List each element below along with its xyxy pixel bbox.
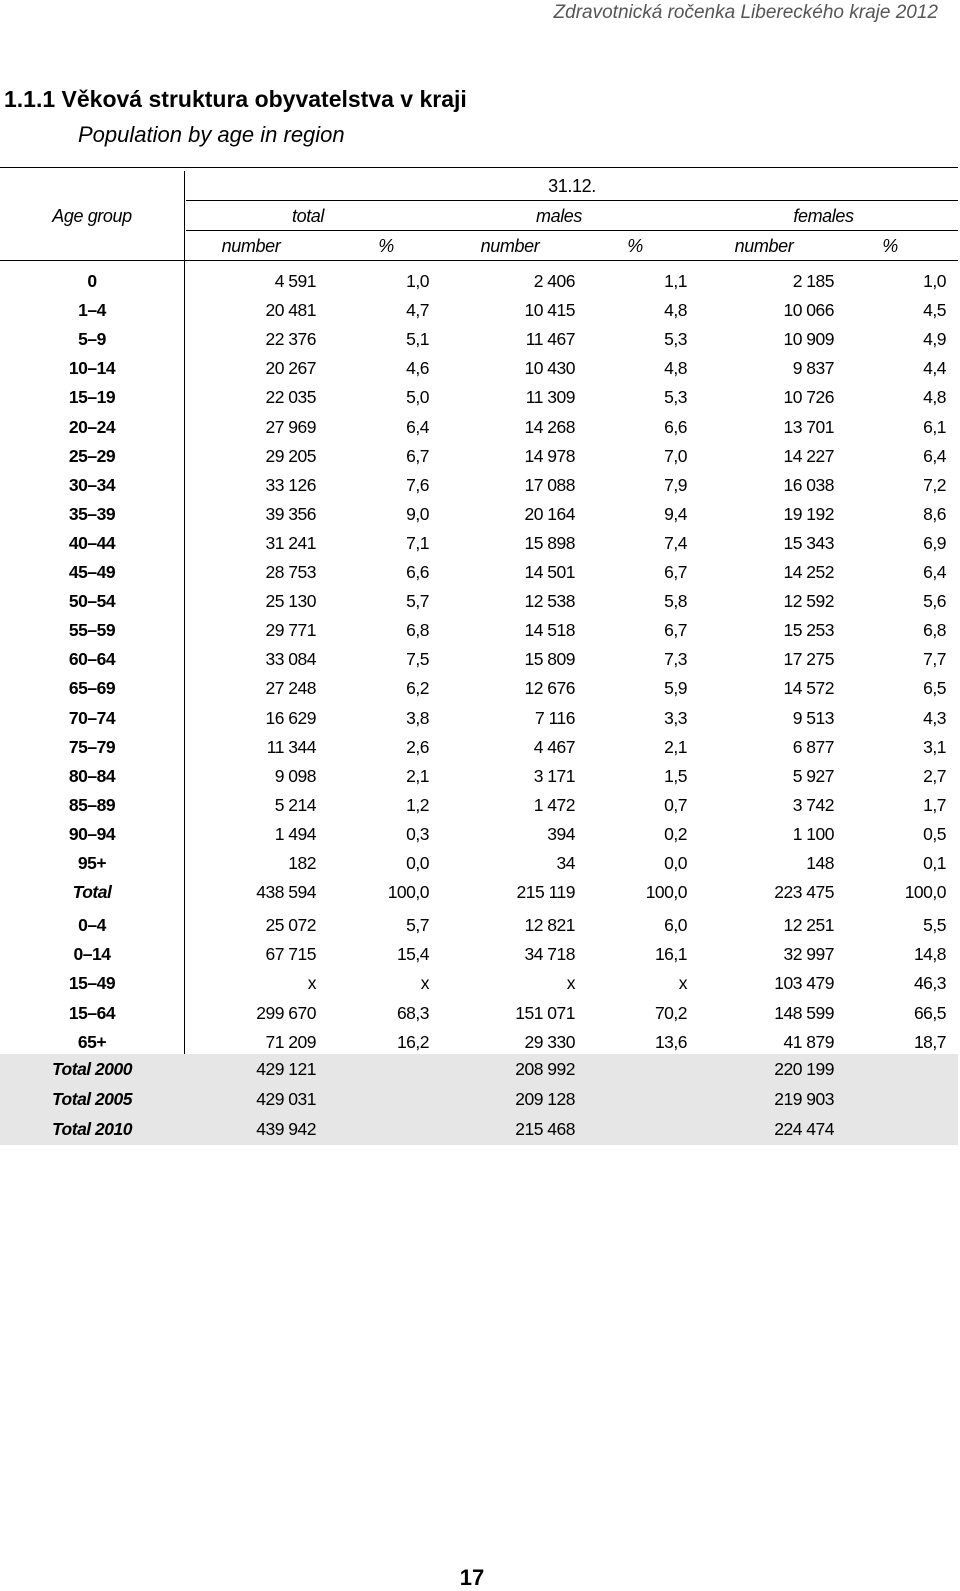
value-cell: 0,1 xyxy=(923,853,946,873)
table-row xyxy=(0,442,958,471)
age-group-cell: 5–9 xyxy=(78,329,106,350)
value-cell: 6,4 xyxy=(923,445,946,466)
value-cell: 12 251 xyxy=(783,915,834,936)
value-cell: 16,1 xyxy=(654,944,687,965)
value-cell: 20 481 xyxy=(265,300,316,321)
value-cell: 151 071 xyxy=(515,1002,575,1023)
value-cell: 4,6 xyxy=(406,358,429,379)
value-cell: 6,7 xyxy=(406,445,429,466)
value-cell: 46,3 xyxy=(913,973,946,994)
value-cell: 4,4 xyxy=(923,358,946,379)
value-cell: 14 978 xyxy=(524,445,575,466)
value-cell: 71 209 xyxy=(265,1031,316,1052)
table-row xyxy=(0,820,958,849)
value-cell: 223 475 xyxy=(774,882,834,903)
value-cell: 33 084 xyxy=(265,649,316,670)
value-cell: 6 877 xyxy=(792,736,834,757)
page-number: 17 xyxy=(459,1565,485,1590)
age-group-cell: 75–79 xyxy=(68,736,116,757)
age-group-cell: 55–59 xyxy=(68,620,116,641)
value-cell: 148 xyxy=(806,853,834,873)
age-structure-table xyxy=(0,171,958,1139)
value-cell: 299 670 xyxy=(256,1002,316,1023)
age-group-cell: 65–69 xyxy=(68,678,116,699)
summary-row xyxy=(0,999,958,1028)
table-row xyxy=(0,704,958,733)
value-cell: 12 538 xyxy=(524,591,575,612)
value-cell: 3,3 xyxy=(664,707,687,728)
value-cell: 4,8 xyxy=(664,358,687,379)
value-cell: 1,7 xyxy=(923,794,946,815)
value-cell: 14 572 xyxy=(783,678,834,699)
males-percent-header: % xyxy=(627,236,643,256)
value-cell: 215 119 xyxy=(516,882,575,903)
value-cell: 34 718 xyxy=(524,944,575,965)
value-cell: 5,1 xyxy=(406,329,429,350)
value-cell: 11 309 xyxy=(525,387,575,408)
age-group-header: Age group xyxy=(52,206,132,226)
value-cell: 0,3 xyxy=(406,823,429,844)
value-cell: 6,7 xyxy=(664,620,687,641)
value-cell: 429 121 xyxy=(256,1059,316,1079)
year-total-cell: Total 2005 xyxy=(52,1089,132,1109)
header-rule-3 xyxy=(0,260,958,261)
table-row xyxy=(0,674,958,703)
header-sub-row xyxy=(0,231,958,261)
value-cell: 66,5 xyxy=(913,1002,946,1023)
age-group-cell: 80–84 xyxy=(68,765,116,786)
table-top-rule xyxy=(0,167,958,168)
value-cell: 1,0 xyxy=(406,271,429,291)
value-cell: 7 116 xyxy=(535,707,575,728)
value-cell: 220 199 xyxy=(774,1059,834,1079)
value-cell: 15 898 xyxy=(524,532,575,553)
value-cell: 103 479 xyxy=(774,973,834,994)
value-cell: 8,6 xyxy=(923,503,946,524)
age-group-cell: 20–24 xyxy=(68,416,116,437)
table-row xyxy=(0,616,958,645)
value-cell: 14 501 xyxy=(524,562,575,582)
value-cell: 6,2 xyxy=(406,678,429,699)
value-cell: 16 629 xyxy=(265,707,316,728)
value-cell: 6,0 xyxy=(664,915,687,936)
age-group-cell: 0–4 xyxy=(78,915,106,936)
value-cell: 15 253 xyxy=(783,620,834,641)
summary-row xyxy=(0,969,958,998)
value-cell: 14 252 xyxy=(783,562,834,582)
value-cell: 17 088 xyxy=(524,474,575,495)
value-cell: 4,5 xyxy=(923,300,946,321)
males-group-header: males xyxy=(535,206,582,226)
value-cell: 5 927 xyxy=(792,765,834,786)
table-row xyxy=(0,267,958,296)
value-cell: 14,8 xyxy=(913,944,946,965)
value-cell: 7,3 xyxy=(664,649,687,670)
value-cell: 29 771 xyxy=(265,620,316,641)
females-number-header: number xyxy=(734,236,794,256)
value-cell: 22 035 xyxy=(265,387,316,408)
age-group-cell: 30–34 xyxy=(68,474,116,495)
value-cell: 1 494 xyxy=(274,823,316,844)
value-cell: 27 248 xyxy=(265,678,316,699)
age-group-cell: 1–4 xyxy=(78,300,106,321)
value-cell: 2,6 xyxy=(406,736,429,757)
value-cell: 9 837 xyxy=(792,358,834,379)
value-cell: 7,6 xyxy=(406,474,429,495)
age-group-cell: 25–29 xyxy=(68,445,116,466)
value-cell: 31 241 xyxy=(265,532,316,553)
value-cell: 68,3 xyxy=(396,1002,429,1023)
value-cell: 438 594 xyxy=(256,882,316,903)
value-cell: 28 753 xyxy=(265,562,316,582)
summary-row xyxy=(0,1028,958,1057)
value-cell: 7,1 xyxy=(406,532,429,553)
value-cell: 12 821 xyxy=(524,915,575,936)
value-cell: 25 072 xyxy=(265,915,316,936)
table-subtitle: Population by age in region xyxy=(78,122,345,147)
value-cell: 20 267 xyxy=(265,358,316,379)
value-cell: 3,1 xyxy=(923,736,946,757)
table-row xyxy=(0,762,958,791)
value-cell: 29 330 xyxy=(524,1031,575,1052)
value-cell: 2 406 xyxy=(533,271,575,291)
males-number-header: number xyxy=(480,236,540,256)
value-cell: 5,7 xyxy=(406,915,429,936)
value-cell: 9 513 xyxy=(792,707,834,728)
value-cell: 100,0 xyxy=(387,882,429,903)
date-header: 31.12. xyxy=(548,176,596,196)
value-cell: 34 xyxy=(556,853,575,873)
total-percent-header: % xyxy=(378,236,394,256)
value-cell: x xyxy=(420,973,429,994)
summary-row xyxy=(0,911,958,940)
value-cell: 7,7 xyxy=(923,649,946,670)
value-cell: 39 356 xyxy=(265,503,316,524)
value-cell: 5,7 xyxy=(406,591,429,612)
table-row xyxy=(0,587,958,616)
table-row xyxy=(0,413,958,442)
value-cell: 1 472 xyxy=(533,794,575,815)
value-cell: 67 715 xyxy=(265,944,316,965)
year-total-cell: Total 2000 xyxy=(52,1059,132,1079)
value-cell: 7,4 xyxy=(664,532,687,553)
value-cell: x xyxy=(307,973,316,994)
value-cell: 9,0 xyxy=(406,503,429,524)
value-cell: 4,9 xyxy=(923,329,946,350)
value-cell: 6,7 xyxy=(664,562,687,582)
age-group-cell: 90–94 xyxy=(68,823,116,844)
value-cell: 9 098 xyxy=(274,765,316,786)
value-cell: 11 467 xyxy=(525,329,575,350)
table-row xyxy=(0,558,958,587)
value-cell: 10 726 xyxy=(783,387,834,408)
value-cell: 1,0 xyxy=(923,271,946,291)
age-group-cell: 0–14 xyxy=(73,944,111,965)
value-cell: 10 066 xyxy=(783,300,834,321)
value-cell: 25 130 xyxy=(265,591,316,612)
value-cell: 4,7 xyxy=(406,300,429,321)
value-cell: 4,8 xyxy=(923,387,946,408)
value-cell: 5,8 xyxy=(664,591,687,612)
value-cell: 4,3 xyxy=(923,707,946,728)
value-cell: 7,2 xyxy=(923,474,946,495)
value-cell: 394 xyxy=(547,823,575,844)
females-group-header: females xyxy=(793,206,854,226)
value-cell: 6,8 xyxy=(923,620,946,641)
total-number-header: number xyxy=(221,236,281,256)
age-group-cell: 65+ xyxy=(77,1031,107,1052)
value-cell: 209 128 xyxy=(515,1089,575,1109)
value-cell: 15 343 xyxy=(783,532,834,553)
value-cell: 16,2 xyxy=(396,1031,429,1052)
value-cell: 1,1 xyxy=(664,271,687,291)
value-cell: 0,7 xyxy=(664,794,687,815)
age-group-cell: 0 xyxy=(87,271,97,291)
value-cell: 208 992 xyxy=(515,1059,575,1079)
age-group-cell: 15–49 xyxy=(68,973,116,994)
value-cell: 0,2 xyxy=(664,823,687,844)
table-row xyxy=(0,849,958,878)
value-cell: 429 031 xyxy=(256,1089,316,1109)
value-cell: 2,1 xyxy=(664,736,687,757)
header-date-row xyxy=(0,171,958,201)
value-cell: 7,0 xyxy=(664,445,687,466)
age-group-cell: 35–39 xyxy=(68,503,116,524)
table-row xyxy=(0,791,958,820)
value-cell: 5,5 xyxy=(923,915,946,936)
value-cell: 9,4 xyxy=(664,503,687,524)
publication-header: Zdravotnická ročenka Libereckého kraje 2012 xyxy=(553,2,938,23)
value-cell: 6,6 xyxy=(406,562,429,582)
value-cell: 215 468 xyxy=(515,1119,575,1139)
history-row xyxy=(0,1055,958,1084)
value-cell: 0,0 xyxy=(664,853,687,873)
value-cell: 219 903 xyxy=(774,1089,834,1109)
value-cell: 22 376 xyxy=(265,329,316,350)
value-cell: 13 701 xyxy=(783,416,834,437)
value-cell: 6,1 xyxy=(923,416,946,437)
value-cell: 11 344 xyxy=(266,736,316,757)
year-total-cell: Total 2010 xyxy=(52,1119,132,1139)
value-cell: 16 038 xyxy=(783,474,834,495)
value-cell: 5,3 xyxy=(664,329,687,350)
value-cell: 2,1 xyxy=(406,765,429,786)
table-row xyxy=(0,296,958,325)
value-cell: 2 185 xyxy=(792,271,834,291)
value-cell: 4,8 xyxy=(664,300,687,321)
value-cell: 15,4 xyxy=(396,944,429,965)
table-row xyxy=(0,733,958,762)
value-cell: 1,5 xyxy=(664,765,687,786)
history-row xyxy=(0,1085,958,1114)
summary-row xyxy=(0,940,958,969)
value-cell: 18,7 xyxy=(913,1031,946,1052)
table-row xyxy=(0,500,958,529)
value-cell: 15 809 xyxy=(524,649,575,670)
value-cell: 439 942 xyxy=(256,1119,316,1139)
value-cell: 29 205 xyxy=(265,445,316,466)
age-group-cell: 60–64 xyxy=(68,649,116,670)
history-row xyxy=(0,1115,958,1144)
table-row xyxy=(0,383,958,412)
age-group-cell: 45–49 xyxy=(68,562,116,582)
value-cell: 14 518 xyxy=(524,620,575,641)
value-cell: 3 742 xyxy=(792,794,834,815)
value-cell: 5,6 xyxy=(923,591,946,612)
age-group-cell: 70–74 xyxy=(68,707,116,728)
value-cell: 4 467 xyxy=(533,736,575,757)
age-group-cell: 40–44 xyxy=(68,532,116,553)
value-cell: 0,5 xyxy=(923,823,946,844)
value-cell: 182 xyxy=(288,853,316,873)
value-cell: 5 214 xyxy=(274,794,316,815)
value-cell: 41 879 xyxy=(783,1031,834,1052)
table-row xyxy=(0,878,958,907)
value-cell: 5,9 xyxy=(664,678,687,699)
females-percent-header: % xyxy=(882,236,898,256)
age-group-cell: 85–89 xyxy=(68,794,116,815)
value-cell: 4 591 xyxy=(274,271,316,291)
total-group-header: total xyxy=(291,206,325,226)
value-cell: 10 415 xyxy=(524,300,575,321)
value-cell: 148 599 xyxy=(774,1002,834,1023)
value-cell: 100,0 xyxy=(645,882,687,903)
age-group-cell: 10–14 xyxy=(68,358,116,379)
age-group-cell: 50–54 xyxy=(68,591,116,612)
value-cell: 224 474 xyxy=(774,1119,834,1139)
table-row xyxy=(0,645,958,674)
age-group-cell: 15–64 xyxy=(68,1002,116,1023)
value-cell: 70,2 xyxy=(654,1002,687,1023)
value-cell: 6,8 xyxy=(406,620,429,641)
value-cell: 3,8 xyxy=(406,707,429,728)
value-cell: 12 676 xyxy=(524,678,575,699)
value-cell: 7,9 xyxy=(664,474,687,495)
value-cell: 5,3 xyxy=(664,387,687,408)
value-cell: 2,7 xyxy=(923,765,946,786)
value-cell: 1,2 xyxy=(406,794,429,815)
value-cell: 6,5 xyxy=(923,678,946,699)
value-cell: 33 126 xyxy=(265,474,316,495)
table-row xyxy=(0,325,958,354)
table-row xyxy=(0,529,958,558)
value-cell: 32 997 xyxy=(783,944,834,965)
value-cell: 0,0 xyxy=(406,853,429,873)
value-cell: 7,5 xyxy=(406,649,429,670)
value-cell: 100,0 xyxy=(904,882,946,903)
value-cell: 6,4 xyxy=(406,416,429,437)
value-cell: x xyxy=(566,973,575,994)
value-cell: 13,6 xyxy=(654,1031,687,1052)
value-cell: 10 430 xyxy=(524,358,575,379)
table-row xyxy=(0,471,958,500)
value-cell: 1 100 xyxy=(792,823,834,844)
value-cell: x xyxy=(678,973,687,994)
table-row xyxy=(0,354,958,383)
value-cell: 17 275 xyxy=(783,649,834,670)
value-cell: 6,9 xyxy=(923,532,946,553)
value-cell: 10 909 xyxy=(783,329,834,350)
value-cell: 5,0 xyxy=(406,387,429,408)
table-title: 1.1.1 Věková struktura obyvatelstva v kraji xyxy=(4,86,467,112)
value-cell: 20 164 xyxy=(524,503,575,524)
header-group-row xyxy=(0,201,958,231)
value-cell: 27 969 xyxy=(265,416,316,437)
value-cell: 14 227 xyxy=(783,445,834,466)
age-group-cell: 15–19 xyxy=(68,387,116,408)
value-cell: 6,6 xyxy=(664,416,687,437)
value-cell: 6,4 xyxy=(923,562,946,582)
value-cell: 12 592 xyxy=(783,591,834,612)
age-group-cell: Total xyxy=(72,882,112,903)
value-cell: 3 171 xyxy=(533,765,575,786)
value-cell: 19 192 xyxy=(783,503,834,524)
age-group-cell: 95+ xyxy=(77,853,107,873)
value-cell: 14 268 xyxy=(524,416,575,437)
